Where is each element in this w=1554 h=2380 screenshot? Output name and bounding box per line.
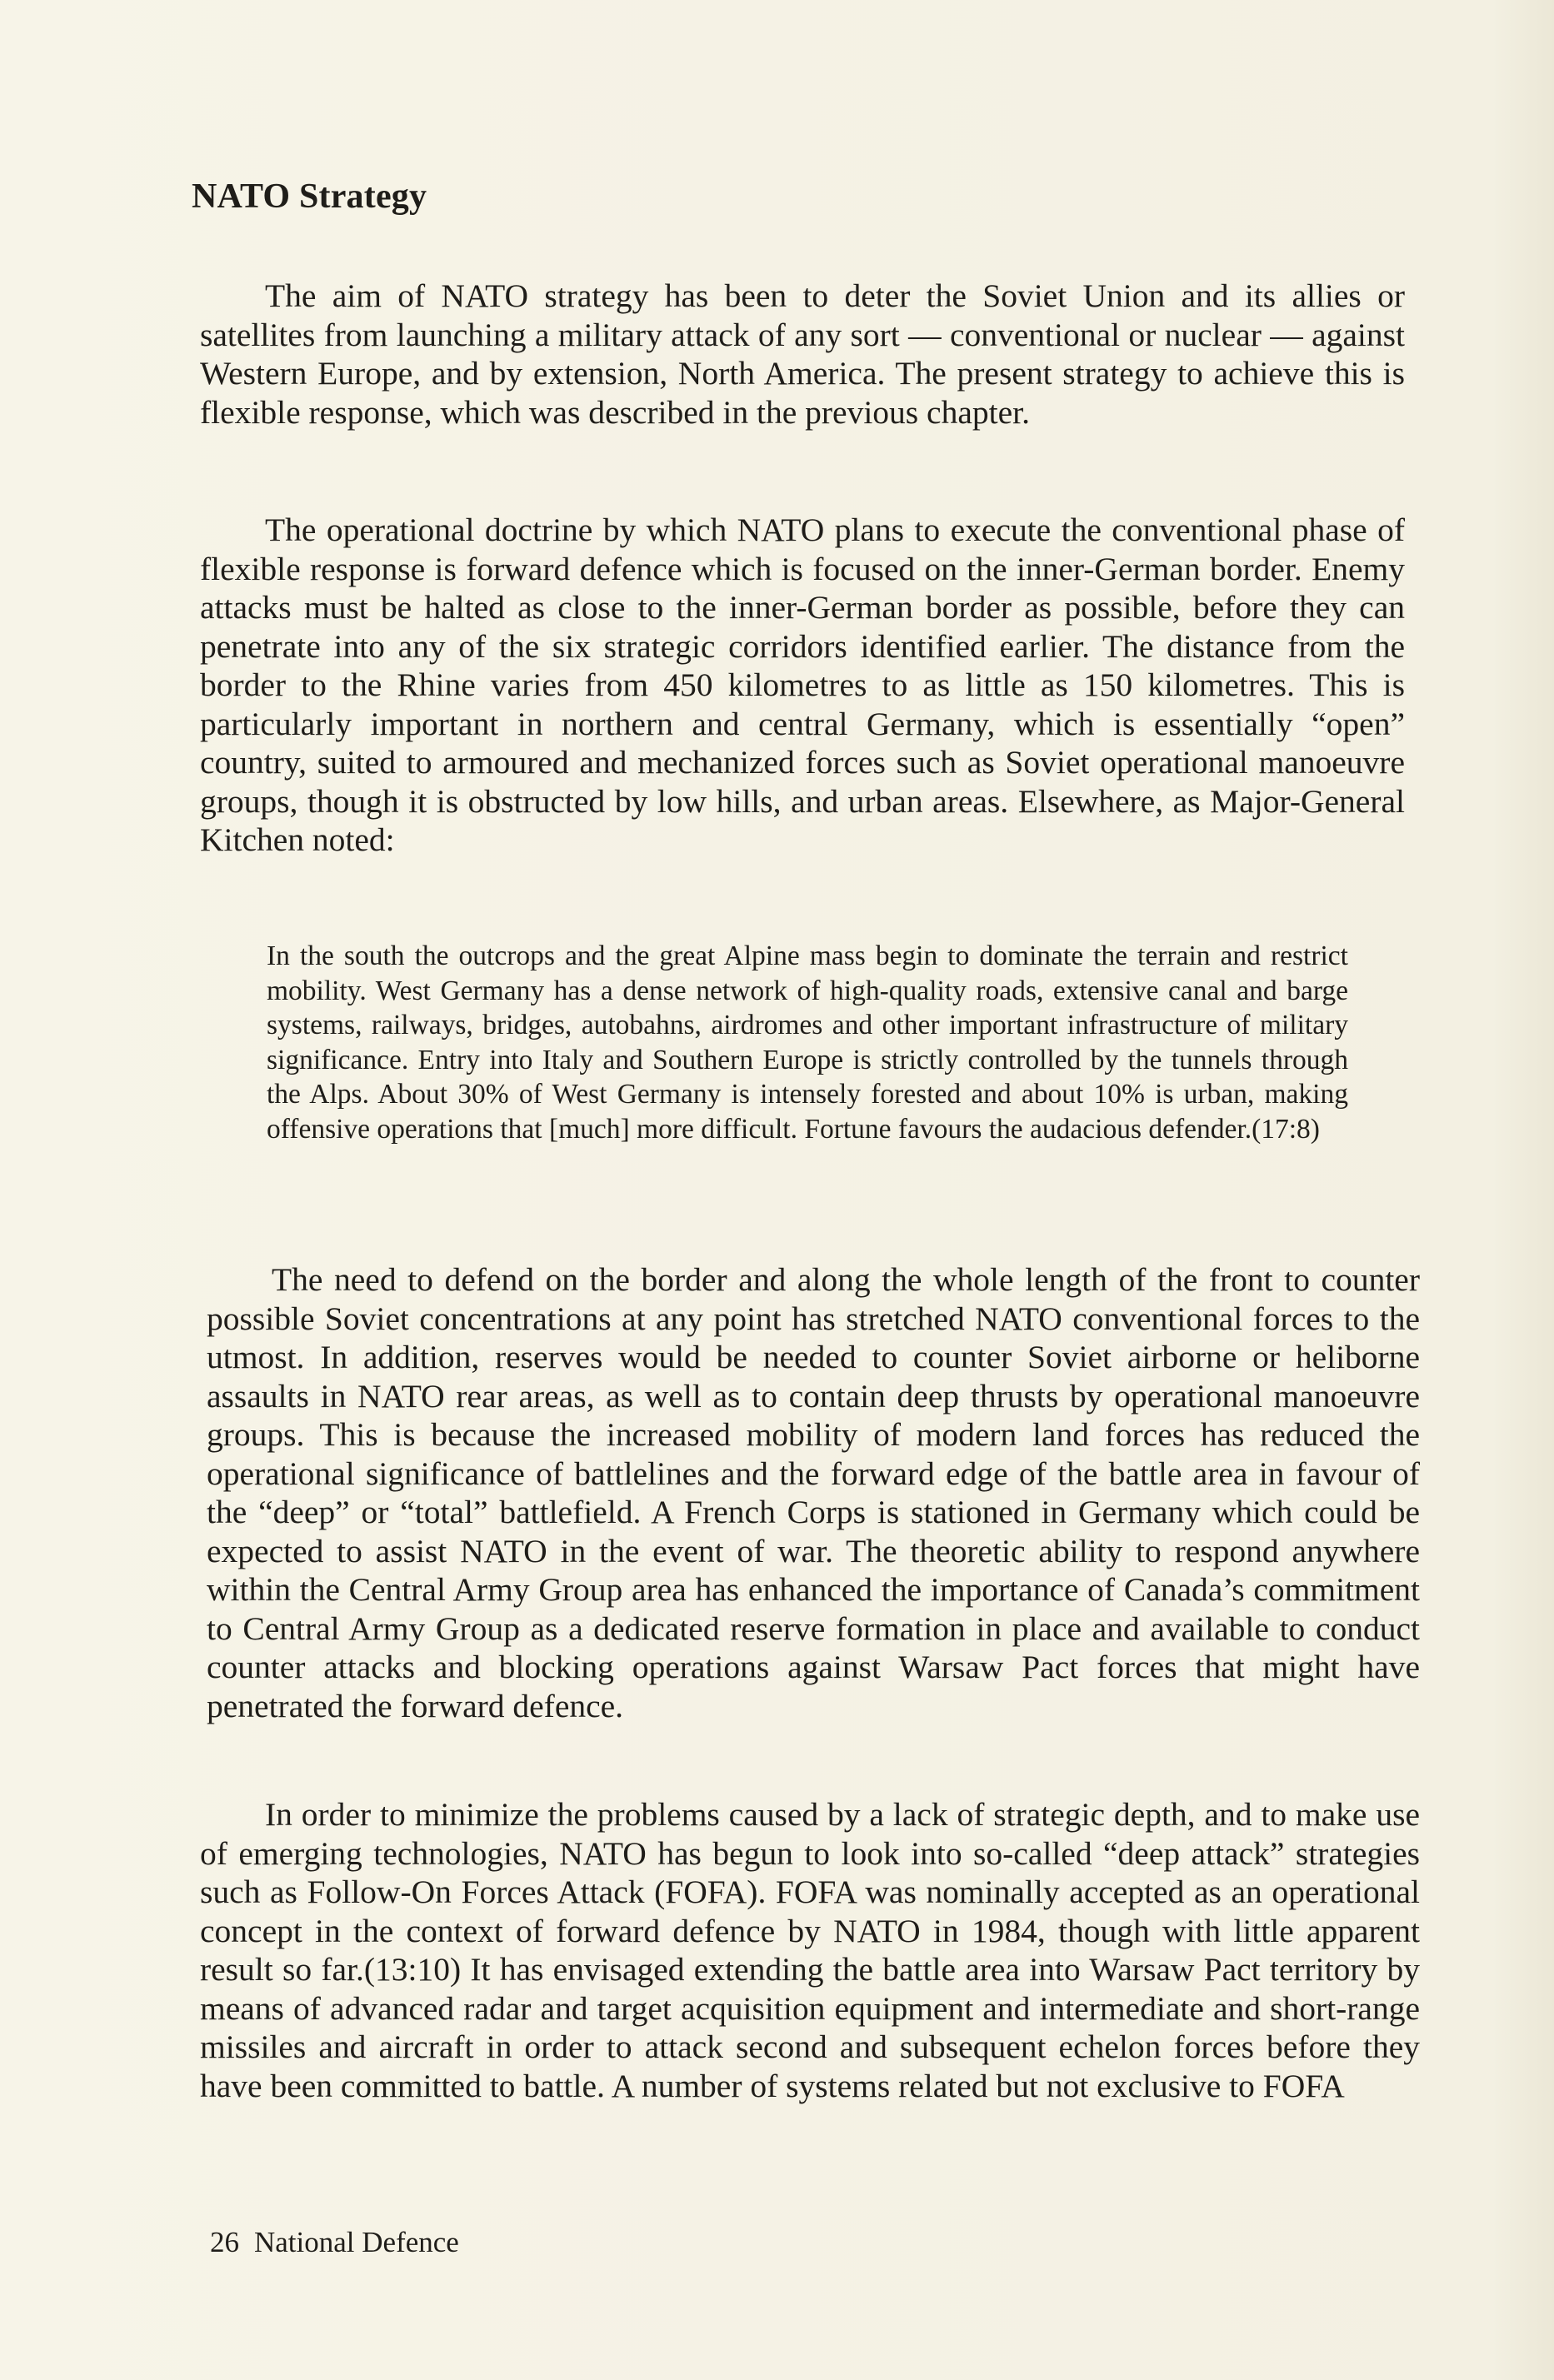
page-number: 26 (210, 2226, 239, 2258)
running-title: National Defence (254, 2226, 459, 2258)
block-quote-kitchen: In the south the outcrops and the great Alpine mass begin to dominate the terrain and restrict mobility. West Germany has a dense network of high-quality roads, extensive canal and barge systems, railways, bridges, autobahns, airdromes and other important infrastructure of military significance. Entry into Italy and Southern Europe is strictly controlled by the tunnels through the Alps. About 30% of West Germany is intensely forested and about 10% is urban, making offensive operations that [much] more difficult. Fortune favours the audacious defender.(17:8) (267, 941, 1348, 1145)
paragraph-forward-defence: The operational doctrine by which NATO plans to execute the conventional phase of flexible response is forward defence which is focused on the inner-German border. Enemy attacks must be halted as close to the inner-German border as possible, before they can penetrate into any of the six strategic corridors identified earlier. The distance from the border to the Rhine varies from 450 kilometres to as little as 150 kilometres. This is particularly important in northern and central Germany, which is essentially “open” country, suited to armoured and mechanized forces such as Soviet operational manoeuvre groups, though it is obstructed by low hills, and urban areas. Elsewhere, as Major-General Kitchen noted: (200, 511, 1405, 858)
section-heading: NATO Strategy (192, 177, 427, 216)
page-footer (210, 2226, 459, 2259)
paragraph-nato-aim: The aim of NATO strategy has been to deter the Soviet Union and its allies or satellites from launching a military attack of any sort — conventional or nuclear — against Western Europe, and by extension, North America. The present strategy to achieve this is flexible response, which was described in the previous chapter. (200, 277, 1405, 431)
paragraph-reserves: The need to defend on the border and along the whole length of the front to counter possible Soviet concentrations at any point has stretched NATO conventional forces to the utmost. In addition, reserves would be needed to counter Soviet airborne or heliborne assaults in NATO rear areas, as well as to contain deep thrusts by operational manoeuvre groups. This is because the increased mobility of modern land forces has reduced the operational significance of battlelines and the forward edge of the battle area in favour of the “deep” or “total” battlefield. A French Corps is stationed in Germany which could be expected to assist NATO in the event of war. The theoretic ability to respond anywhere within the Central Army Group area has enhanced the importance of Canada’s commitment to Central Army Group as a dedicated reserve formation in place and available to conduct counter attacks and blocking operations against Warsaw Pact forces that might have penetrated the forward defence. (207, 1261, 1420, 1724)
paragraph-fofa: In order to minimize the problems caused by a lack of strategic depth, and to make use of emerging technologies, NATO has begun to look into so-called “deep attack” strategies such as Follow-On Forces Attack (FOFA). FOFA was nominally accepted as an operational concept in the context of forward defence by NATO in 1984, though with little apparent result so far.(13:10) It has envisaged extending the battle area into Warsaw Pact territory by means of advanced radar and target acquisition equipment and intermediate and short-range missiles and aircraft in order to attack second and subsequent echelon forces before they have been committed to battle. A number of systems related but not exclusive to FOFA (200, 1796, 1420, 2104)
